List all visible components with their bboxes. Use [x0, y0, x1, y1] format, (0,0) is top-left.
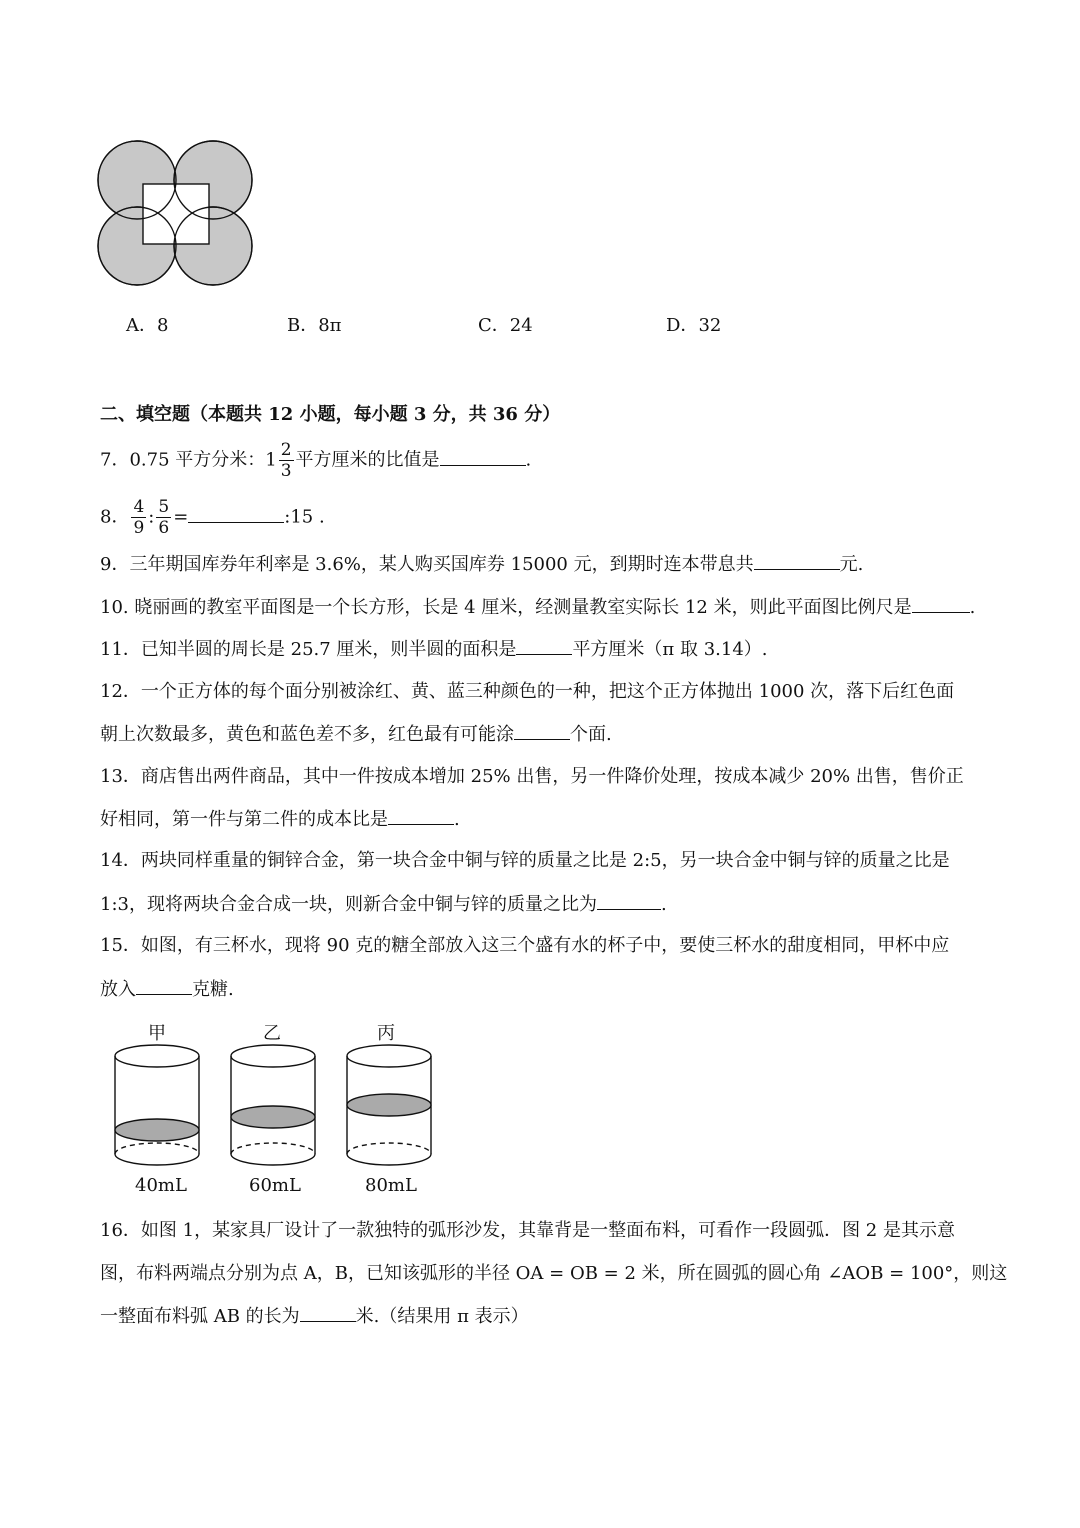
- cup-jia: [115, 1045, 199, 1165]
- cup-volume-jia: 40mL: [135, 1175, 187, 1196]
- question-7: 7．0.75 平方分米：1 $\frac{2}{3}$ 平方厘米的比值是 .: [100, 440, 532, 481]
- question-13-line-1: 13．商店售出两件商品，其中一件按成本增加 25% 出售，另一件降价处理，按成本减少 20% 出售，售价正: [100, 766, 964, 787]
- cup-label-yi: 乙: [263, 1023, 281, 1044]
- section-title: 二、填空题（本题共 12 小题，每小题 3 分，共 36 分）: [100, 404, 561, 425]
- question-15-line-1: 15．如图，有三杯水，现将 90 克的糖全部放入这三个盛有水的杯子中，要使三杯水的甜度相同，甲杯中应: [100, 935, 950, 956]
- question-16-line-1: 16．如图 1，某家具厂设计了一款独特的弧形沙发，其靠背是一整面布料，可看作一段圆弧．图 2 是其示意: [100, 1220, 955, 1241]
- question-11: 11．已知半圆的周长是 25.7 厘米，则半圆的面积是 平方厘米（π 取 3.14）.: [100, 636, 768, 663]
- answer-blank-11[interactable]: [516, 636, 572, 655]
- choice-a[interactable]: A．8: [126, 315, 169, 336]
- fraction-1-2-3: $\frac{2}{3}$: [280, 440, 292, 481]
- answer-blank-10[interactable]: [912, 594, 970, 613]
- four-circles-square-figure: [95, 138, 257, 290]
- answer-blank-8[interactable]: [188, 504, 284, 523]
- question-10: 10. 晓丽画的教室平面图是一个长方形，长是 4 厘米，经测量教室实际长 12 米，则此平面图比例尺是 .: [100, 594, 975, 621]
- cup-bing: [347, 1045, 431, 1165]
- fraction-5-6: $\frac{5}{6}$: [158, 497, 170, 538]
- choice-b[interactable]: B．8π: [287, 315, 342, 336]
- question-8: 8． $\frac{4}{9}$ : $\frac{5}{6}$ = :15 .: [100, 497, 325, 538]
- answer-blank-13[interactable]: [388, 806, 454, 825]
- fraction-4-9: $\frac{4}{9}$: [133, 497, 145, 538]
- choice-d[interactable]: D．32: [666, 315, 722, 336]
- question-15-line-2: 放入 克糖.: [100, 976, 234, 1003]
- answer-blank-12[interactable]: [514, 721, 570, 740]
- question-16-line-2: 图，布料两端点分别为点 A，B，已知该弧形的半径 OA = OB = 2 米，所在圆弧的圆心角 ∠AOB = 100°，则这: [100, 1263, 1008, 1284]
- answer-blank-7[interactable]: [440, 447, 526, 466]
- answer-blank-14[interactable]: [597, 891, 661, 910]
- question-13-line-2: 好相同，第一件与第二件的成本比是 .: [100, 806, 460, 833]
- answer-blank-15[interactable]: [136, 976, 192, 995]
- cups-figure: [110, 1042, 440, 1172]
- question-14-line-1: 14．两块同样重量的铜锌合金，第一块合金中铜与锌的质量之比是 2:5，另一块合金中铜与锌的质量之比是: [100, 850, 950, 871]
- question-12-line-2: 朝上次数最多，黄色和蓝色差不多，红色最有可能涂 个面.: [100, 721, 612, 748]
- cup-label-jia: 甲: [148, 1023, 166, 1044]
- cup-yi: [231, 1045, 315, 1165]
- answer-blank-16[interactable]: [300, 1303, 356, 1322]
- cup-volume-yi: 60mL: [249, 1175, 301, 1196]
- question-12-line-1: 12．一个正方体的每个面分别被涂红、黄、蓝三种颜色的一种，把这个正方体抛出 1000 次，落下后红色面: [100, 681, 955, 702]
- cup-label-bing: 丙: [377, 1023, 395, 1044]
- choice-c[interactable]: C．24: [478, 315, 533, 336]
- question-9: 9．三年期国库券年利率是 3.6%，某人购买国库券 15000 元，到期时连本带息共 元.: [100, 551, 863, 578]
- question-14-line-2: 1:3，现将两块合金合成一块，则新合金中铜与锌的质量之比为 .: [100, 891, 667, 918]
- cup-volume-bing: 80mL: [365, 1175, 417, 1196]
- question-16-line-3: 一整面布料弧 AB 的长为 米.（结果用 π 表示）: [100, 1303, 529, 1330]
- answer-blank-9[interactable]: [754, 551, 840, 570]
